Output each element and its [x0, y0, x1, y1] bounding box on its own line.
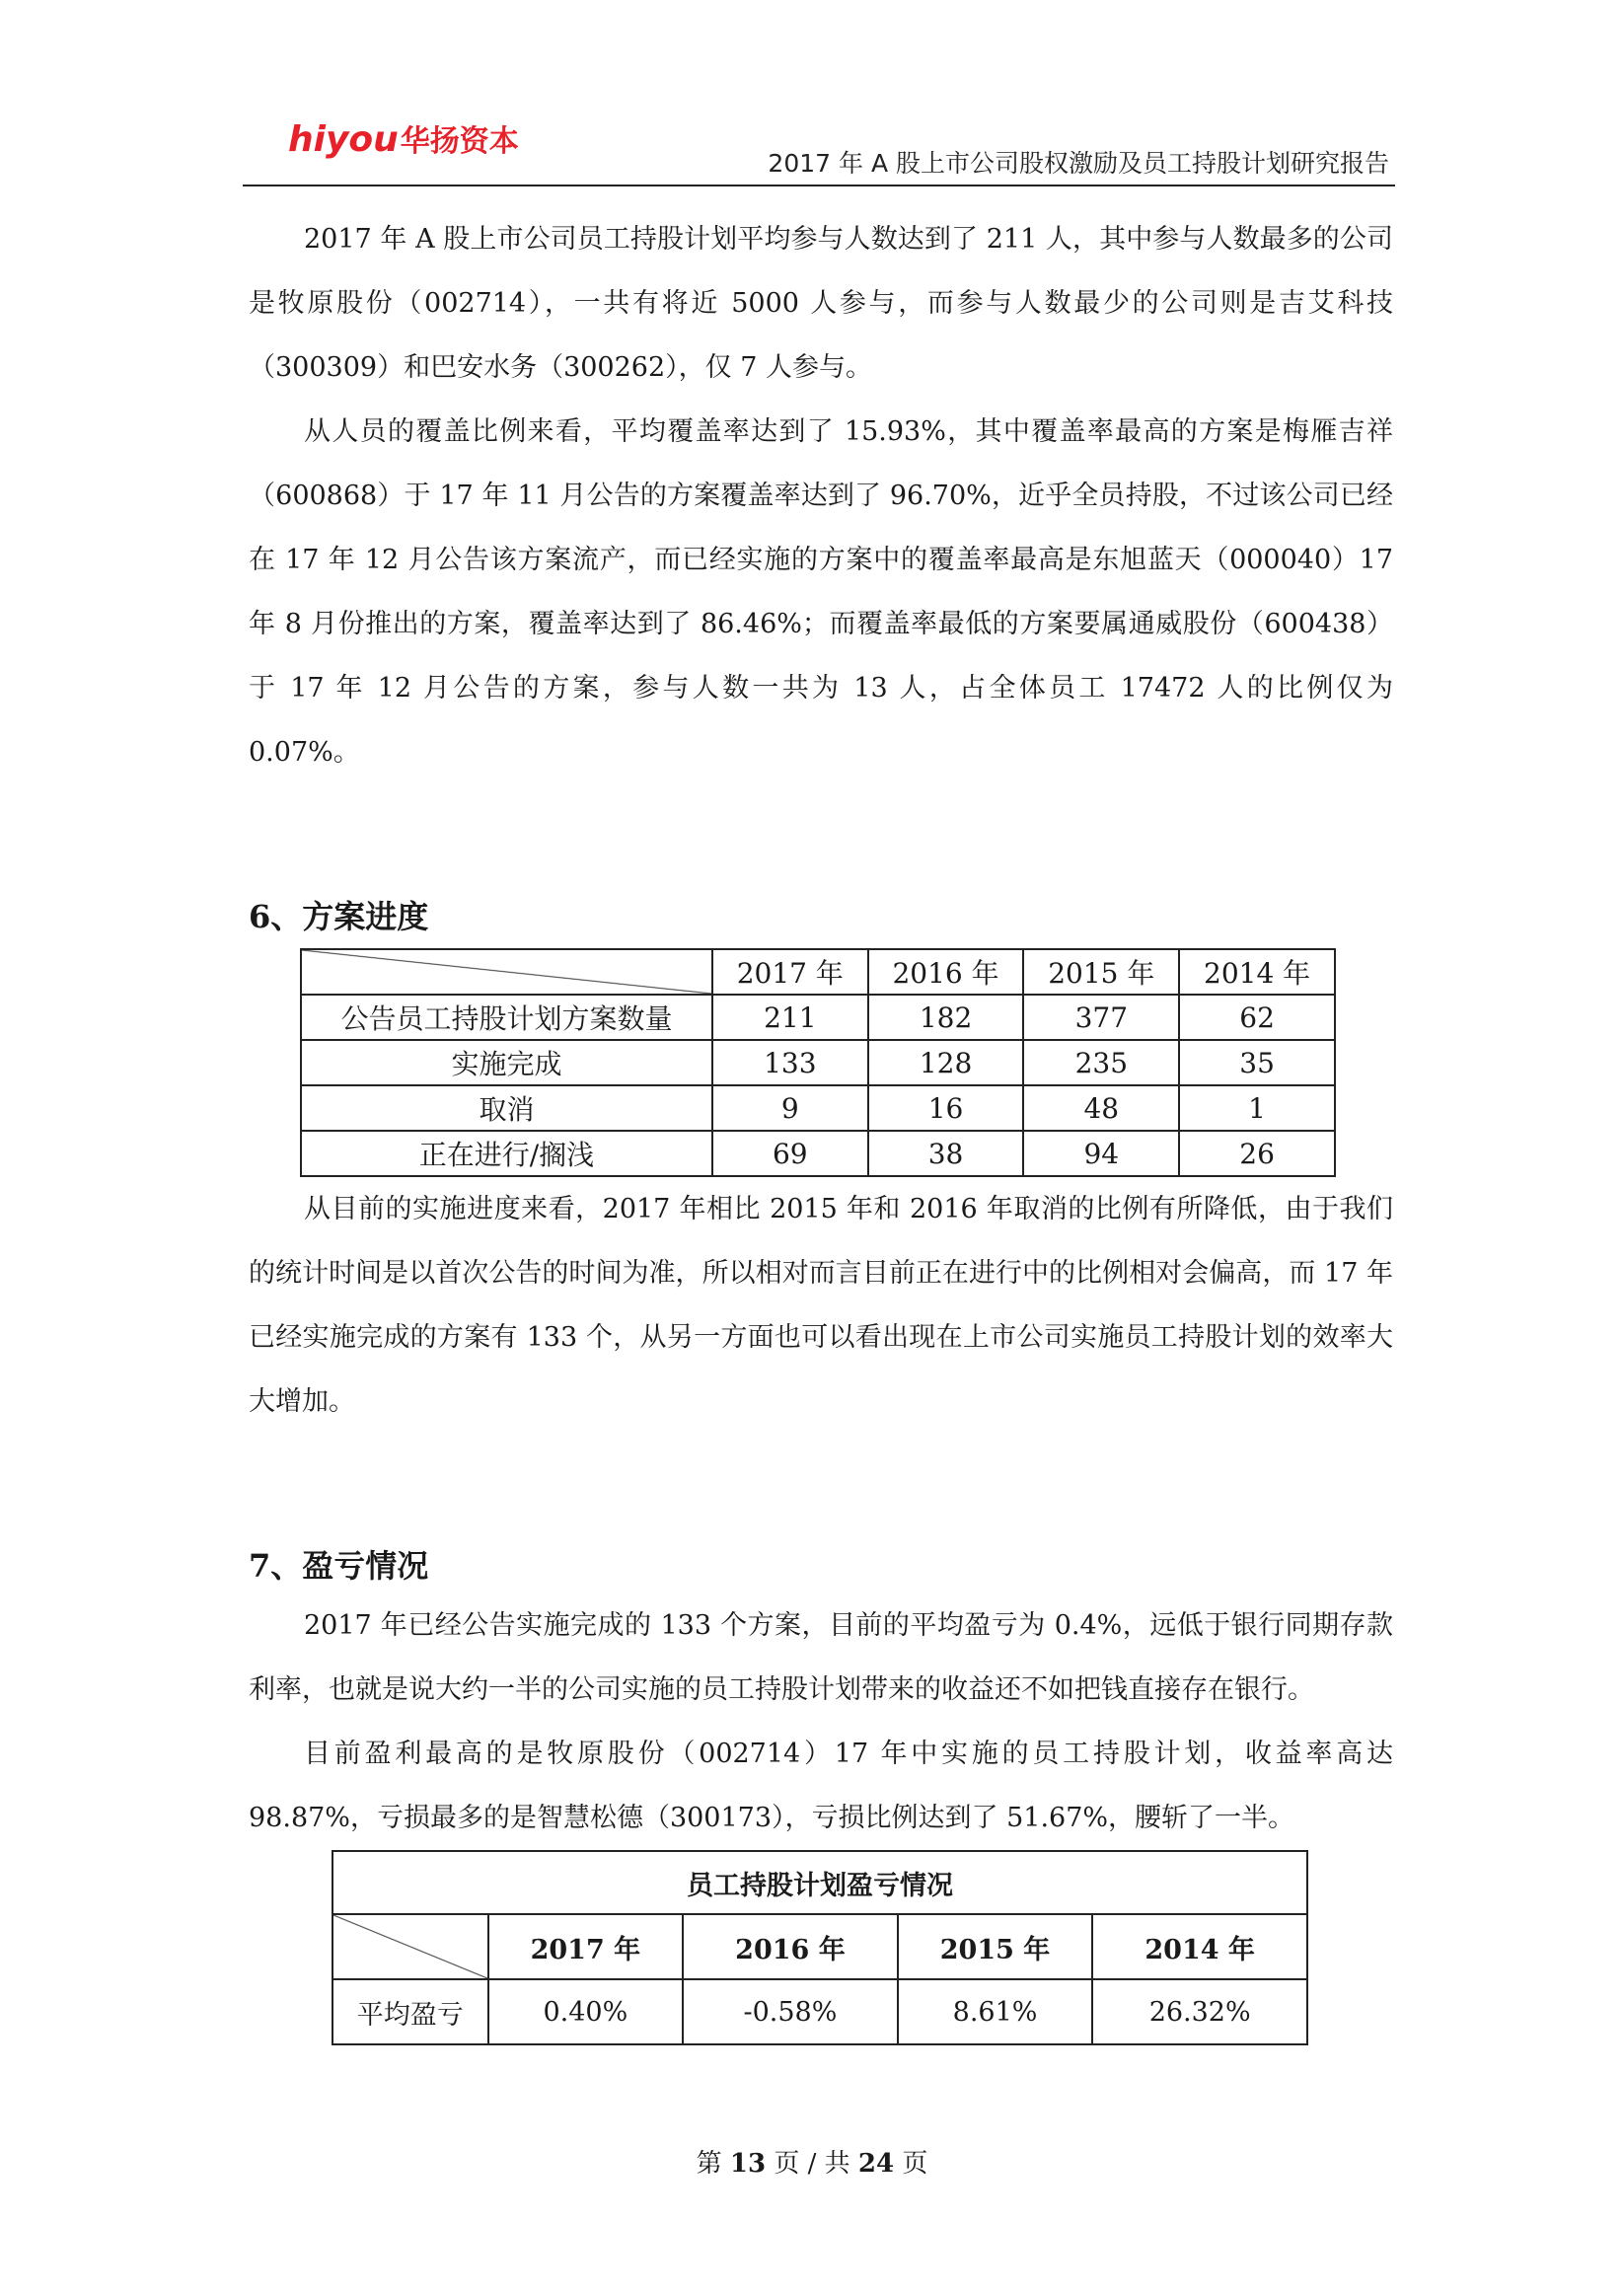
table-cell: 235: [1023, 1040, 1179, 1085]
profit-loss-table: [332, 1850, 1308, 2045]
table-cell: 9: [712, 1085, 868, 1131]
table-cell: 69: [712, 1131, 868, 1176]
paragraph-participants: 2017 年 A 股上市公司员工持股计划平均参与人数达到了 211 人，其中参与人数最多的公司是牧原股份（002714），一共有将近 5000 人参与，而参与人数最少的公司则是吉艾科技（300309）和巴安水务（300262），仅 7 人参与。: [249, 224, 1393, 383]
row-label: 实施完成: [301, 1040, 712, 1085]
table-cell: 211: [712, 995, 868, 1040]
table-cell: 377: [1023, 995, 1179, 1040]
section-title-progress: 6、方案进度: [249, 898, 429, 935]
table-cell: 16: [868, 1085, 1024, 1131]
year-header: 2015 年: [1023, 949, 1179, 995]
section-title-profit-loss: 7、盈亏情况: [249, 1547, 429, 1585]
footer-page-number: 13: [729, 2149, 767, 2179]
row-label: 公告员工持股计划方案数量: [301, 995, 712, 1040]
year-header: 2014 年: [1179, 949, 1335, 995]
page-content: [249, 207, 1393, 2045]
paragraph-coverage: 从人员的覆盖比例来看，平均覆盖率达到了 15.93%，其中覆盖率最高的方案是梅雁吉祥（600868）于 17 年 11 月公告的方案覆盖率达到了 96.70%，近乎全员持股，不过该公司已经在 17 年 12 月公告该方案流产，而已经实施的方案中的覆盖率最高是东旭蓝天（000040）17 年 8 月份推出的方案，覆盖率达到了 86.46%；而覆盖率最低的方案要属通威股份（600438）于 17 年 12 月公告的方案，参与人数一共为 13 人，占全体员工 17472 人的比例仅为 0.07%。: [249, 416, 1393, 768]
table-cell: 62: [1179, 995, 1335, 1040]
footer-mid: 页 / 共: [774, 2149, 850, 2179]
table-row: [332, 1979, 1307, 2044]
footer-total-pages: 24: [857, 2149, 895, 2179]
table-cell: 133: [712, 1040, 868, 1085]
year-header: 2014 年: [1092, 1914, 1307, 1979]
table-cell: 94: [1023, 1131, 1179, 1176]
row-label: 正在进行/搁浅: [301, 1131, 712, 1176]
paragraph-progress: 从目前的实施进度来看，2017 年相比 2015 年和 2016 年取消的比例有所降低，由于我们的统计时间是以首次公告的时间为准，所以相对而言目前正在进行中的比例相对会偏高，而 17 年已经实施完成的方案有 133 个，从另一方面也可以看出现在上市公司实施员工持股计划的效率大大增加。: [249, 1194, 1393, 1417]
table-cell: 8.61%: [898, 1979, 1093, 2044]
paragraph-best-worst: 目前盈利最高的是牧原股份（002714）17 年中实施的员工持股计划，收益率高达 98.87%，亏损最多的是智慧松德（300173），亏损比例达到了 51.67%，腰斩了一半。: [249, 1739, 1393, 1833]
table-cell: 38: [868, 1131, 1024, 1176]
year-header: 2015 年: [898, 1914, 1093, 1979]
year-header: 2017 年: [488, 1914, 684, 1979]
table-cell: -0.58%: [683, 1979, 898, 2044]
table-cell: 128: [868, 1040, 1024, 1085]
table-cell: 26: [1179, 1131, 1335, 1176]
pl-title-row: [332, 1851, 1307, 1914]
table-cell: 1: [1179, 1085, 1335, 1131]
footer-suffix: 页: [902, 2149, 928, 2179]
pl-table-title: 员工持股计划盈亏情况: [332, 1851, 1307, 1914]
row-label: 取消: [301, 1085, 712, 1131]
year-header: 2017 年: [712, 949, 868, 995]
row-label: 平均盈亏: [332, 1979, 488, 2044]
year-header: 2016 年: [868, 949, 1024, 995]
paragraph-average-pl: 2017 年已经公告实施完成的 133 个方案，目前的平均盈亏为 0.4%，远低于银行同期存款利率，也就是说大约一半的公司实施的员工持股计划带来的收益还不如把钱直接存在银行。: [249, 1610, 1393, 1705]
diagonal-header-cell: [301, 949, 712, 995]
header-rule: [243, 185, 1395, 186]
table-cell: 182: [868, 995, 1024, 1040]
table-cell: 48: [1023, 1085, 1179, 1131]
progress-table: [300, 948, 1336, 1177]
table-cell: 26.32%: [1092, 1979, 1307, 2044]
logo-cn: 华扬资本: [400, 124, 519, 159]
pl-header-row: [332, 1914, 1307, 1979]
page-footer: [0, 2143, 1624, 2180]
table-row: [301, 995, 1335, 1040]
logo-text: hiyou: [288, 119, 399, 160]
diagonal-header-cell: [332, 1914, 488, 1979]
table-cell: 35: [1179, 1040, 1335, 1085]
table-row: [301, 1040, 1335, 1085]
table-cell: 0.40%: [488, 1979, 684, 2044]
progress-table-header-row: [301, 949, 1335, 995]
report-title: 2017 年 A 股上市公司股权激励及员工持股计划研究报告: [768, 149, 1389, 178]
table-row: [301, 1085, 1335, 1131]
year-header: 2016 年: [683, 1914, 898, 1979]
brand-logo: [288, 116, 519, 160]
footer-prefix: 第: [696, 2149, 722, 2179]
table-row: [301, 1131, 1335, 1176]
